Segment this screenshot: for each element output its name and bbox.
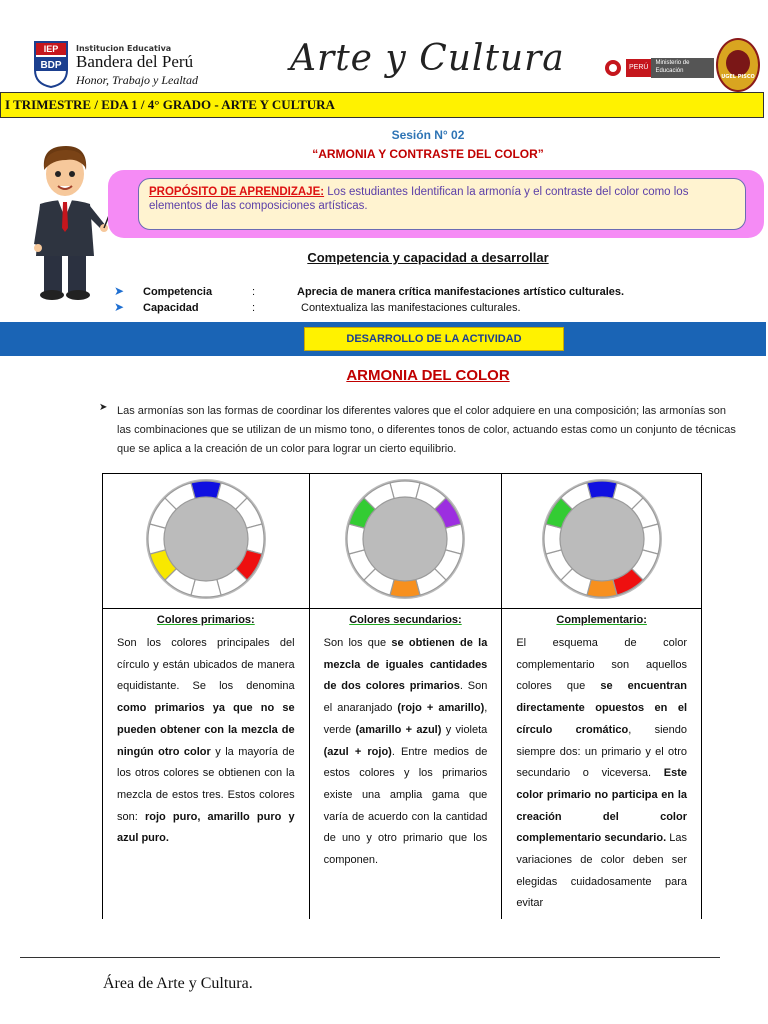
- text-segment: como primarios ya que no se pueden obtener con la mezcla de ningún otro color: [117, 702, 295, 758]
- text-segment: Son los colores principales del círculo y están ubicados de manera equidistante. Se los denomina: [117, 637, 295, 693]
- school-name: Bandera del Perú: [76, 52, 194, 71]
- primarios-text: [117, 637, 295, 844]
- teacher-illustration: [22, 140, 112, 302]
- wheel-segment: [191, 481, 221, 498]
- wheel-cell: [309, 474, 502, 609]
- text-segment: se encuentran directamente opuestos en el círculo cromático: [516, 680, 687, 736]
- ugel-text: UGEL PISCO: [721, 74, 755, 80]
- header-title: Arte y Cultura: [290, 38, 565, 79]
- bullet-arrow-icon: ➤: [99, 402, 108, 413]
- text-segment: , siendo siempre dos: un primario y el otro secundario o viceversa.: [516, 723, 687, 780]
- competencia-value: Aprecia de manera crítica manifestaciones artístico culturales.: [297, 286, 625, 298]
- wheel-cell: [502, 474, 702, 609]
- school-motto: Honor, Trabajo y Lealtad: [76, 73, 199, 87]
- competencia-heading: Competencia y capacidad a desarrollar: [307, 250, 549, 265]
- text-segment: (amarillo + azul): [355, 723, 442, 736]
- wheel-segment: [587, 481, 617, 498]
- capacidad-value: Contextualiza las manifestaciones culturales.: [301, 302, 521, 314]
- logo-initials: BDP: [40, 60, 62, 71]
- secundarios-heading: Colores secundarios:: [349, 614, 462, 626]
- primarios-heading: Colores primarios:: [156, 614, 255, 626]
- wheel-segment: [642, 524, 659, 554]
- wheel-segment: [191, 580, 221, 597]
- text-segment: . Son el anaranjado: [323, 680, 488, 715]
- school-logo: [33, 40, 69, 88]
- color-wheel-complementario: [540, 477, 664, 601]
- secundarios-text: [324, 637, 488, 866]
- wheel-segment: [390, 580, 420, 597]
- wheel-segment: [544, 524, 561, 554]
- session-number: Sesión N° 02: [391, 128, 465, 142]
- primarios-cell: [103, 609, 310, 920]
- capacidad-sep: :: [252, 302, 256, 314]
- wheel-cell: [103, 474, 310, 609]
- session-title: “ARMONIA Y CONTRASTE DEL COLOR”: [312, 147, 544, 161]
- text-segment: y violeta: [441, 723, 488, 736]
- competencia-row: [114, 285, 754, 301]
- footer-text: Área de Arte y Cultura.: [103, 975, 253, 992]
- intro-paragraph: Las armonías son las formas de coordinar los diferentes valores que el color adquiere en una composición; las armonías son las combinaciones que se utilizan de un mismo tono, o diferentes tonos de color, actuando estas como un conjunto de técnicas que se aplica a la creación de un color para lograr un cierto equilibrio.: [117, 405, 736, 455]
- text-segment: Son los que: [323, 637, 392, 649]
- logo-text: IEP: [43, 44, 59, 54]
- proposito-text: Los estudiantes Identifican la armonía y el contraste del color como los elementos de las composiciones artísticas.: [149, 186, 689, 212]
- ministry-peru: PERÚ: [626, 59, 651, 77]
- capacidad-label: Capacidad: [143, 302, 199, 314]
- school-label: Institucion Educativa: [76, 44, 172, 53]
- color-wheel-primarios: [144, 477, 268, 601]
- secundarios-cell: [309, 609, 502, 920]
- trimestre-text: I TRIMESTRE / EDA 1 / 4° GRADO - ARTE Y CULTURA: [5, 97, 335, 112]
- wheel-segment: [390, 481, 420, 498]
- text-segment: (azul + rojo): [323, 745, 392, 758]
- arrow-icon: ➤: [114, 284, 125, 298]
- wheel-segment: [587, 580, 617, 597]
- text-segment: Las variaciones de color deben ser elegidas cuidadosamente para evitar: [516, 832, 687, 910]
- complementario-cell: [502, 609, 702, 920]
- trimestre-bar: [0, 92, 764, 118]
- text-segment: y la mayoría de los otros colores se obtienen con la mezcla de estos tres. Estos colores son:: [117, 745, 295, 823]
- competencia-sep: :: [252, 286, 256, 298]
- competencia-label: Competencia: [143, 286, 213, 298]
- text-segment: Este color primario no participa en la creación del color complementario secundario.: [516, 767, 687, 845]
- wheel-segment: [446, 524, 463, 554]
- color-harmony-table: [102, 473, 702, 919]
- complementario-heading: Complementario:: [556, 614, 647, 626]
- desarrollo-label: DESARROLLO DE LA ACTIVIDAD: [304, 327, 564, 351]
- arrow-icon: ➤: [114, 300, 125, 314]
- wheel-segment: [148, 524, 165, 554]
- peru-emblem-icon: [603, 57, 623, 79]
- ugel-logo: [716, 38, 760, 92]
- ministry-name: Ministerio de Educación: [651, 58, 714, 78]
- capacidad-row: [114, 301, 754, 317]
- ministry-logo: [626, 55, 714, 80]
- text-segment: (rojo + amarillo): [397, 702, 485, 715]
- text-segment: se obtienen de la mezcla de iguales cantidades de dos colores primarios: [323, 637, 488, 693]
- text-segment: El esquema de color complementario son aquellos colores que: [516, 637, 687, 693]
- footer-divider: [20, 957, 720, 958]
- text-segment: rojo puro, amarillo puro y azul puro.: [117, 810, 295, 845]
- wheel-segment: [347, 524, 364, 554]
- armonia-title: ARMONIA DEL COLOR: [346, 367, 510, 384]
- text-segment: . Entre medios de estos colores y los primarios existe una amplia gama que varía de acuerdo con la cantidad de uno y otro primario que los componen.: [323, 745, 488, 867]
- color-wheel-secundarios: [343, 477, 467, 601]
- wheel-segment: [246, 524, 263, 554]
- complementario-text: [516, 637, 687, 909]
- proposito-label: PROPÓSITO DE APRENDIZAJE:: [149, 186, 325, 198]
- proposito-box: [138, 178, 746, 230]
- text-segment: , verde: [323, 702, 488, 736]
